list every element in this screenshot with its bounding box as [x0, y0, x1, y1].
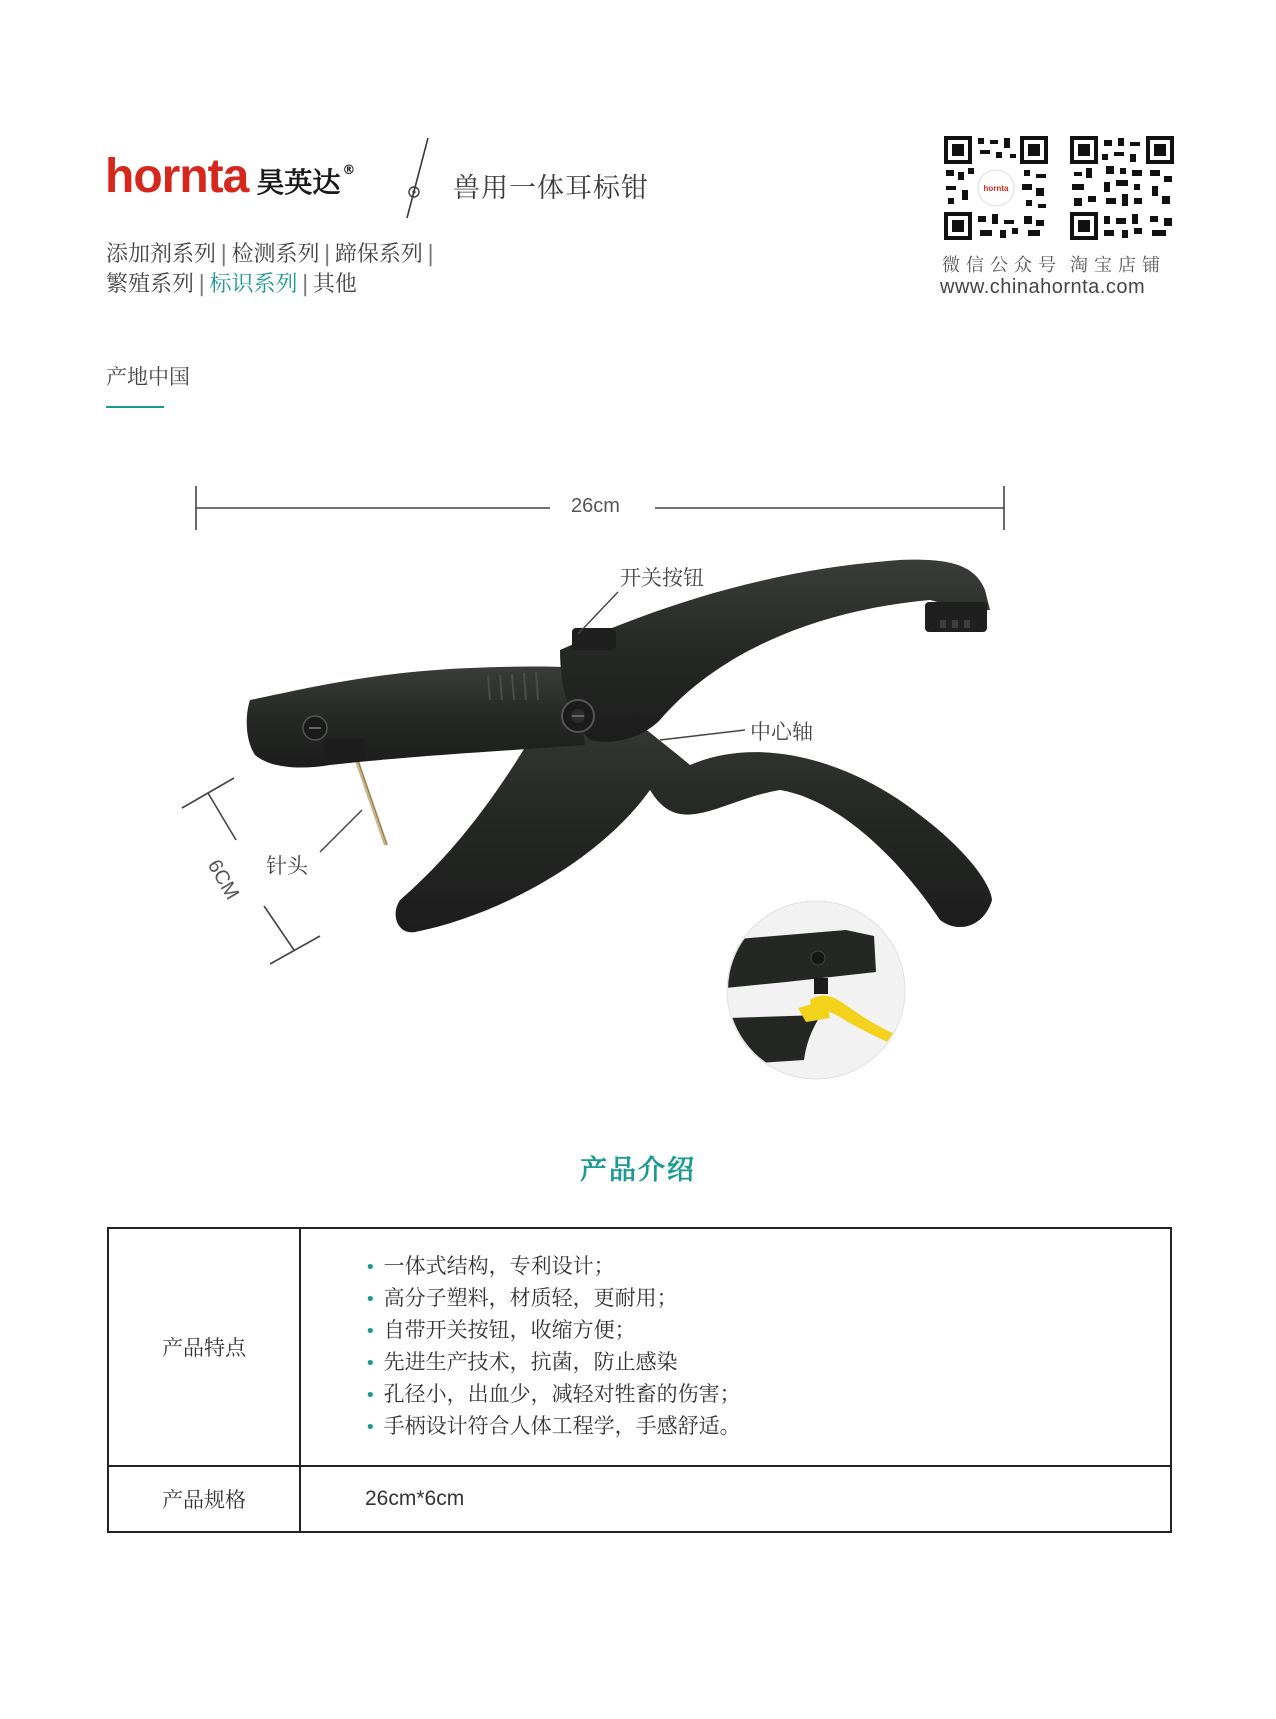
bullet-icon: •: [365, 1385, 376, 1406]
feature-item: • 一体式结构，专利设计；: [365, 1254, 615, 1278]
brand-latin: hornta: [105, 150, 249, 203]
bullet-icon: •: [365, 1353, 376, 1374]
category-separator: |: [426, 242, 435, 267]
feature-item: • 先进生产技术，抗菌，防止感染: [365, 1350, 678, 1374]
needle-callout: 针头: [266, 854, 308, 878]
feature-item: • 自带开关按钮，收缩方便；: [365, 1318, 636, 1342]
spec-label: 产品规格: [108, 1466, 300, 1532]
features-row: [108, 1228, 1171, 1466]
origin-label: 产地中国: [106, 365, 190, 389]
product-title: 兽用一体耳标钳: [453, 173, 649, 204]
category-separator: |: [198, 272, 206, 297]
center-axis-callout: 中心轴: [750, 720, 813, 744]
features-cell: [300, 1228, 1171, 1466]
category-separator: |: [301, 272, 309, 297]
spec-value: 26cm*6cm: [300, 1466, 1171, 1532]
category-separator: |: [323, 242, 331, 267]
bullet-icon: •: [365, 1289, 376, 1310]
category-other[interactable]: 其他: [312, 272, 357, 297]
svg-text:hornta: hornta: [983, 184, 1009, 193]
feature-item: • 手柄设计符合人体工程学，手感舒适。: [365, 1414, 741, 1438]
website-link[interactable]: www.chinahornta.com: [940, 276, 1146, 298]
spec-table: [107, 1227, 1172, 1533]
spec-row: [108, 1466, 1171, 1532]
section-title: 产品介绍: [580, 1155, 696, 1186]
category-separator: |: [220, 242, 228, 267]
category-testing[interactable]: 检测系列: [231, 242, 320, 267]
category-identification[interactable]: 标识系列: [209, 272, 298, 297]
wechat-label: 微信公众号: [942, 255, 1062, 276]
category-hoof-care[interactable]: 蹄保系列: [334, 242, 423, 267]
taobao-label: 淘宝店铺: [1070, 255, 1166, 276]
switch-button-callout: 开关按钮: [620, 566, 704, 590]
feature-item: • 高分子塑料，材质轻，更耐用；: [365, 1286, 678, 1310]
category-additive[interactable]: 添加剂系列: [106, 242, 217, 267]
features-label: 产品特点: [108, 1228, 300, 1466]
bullet-icon: •: [365, 1257, 376, 1278]
brand-chinese: 昊英达: [256, 166, 341, 199]
registered-mark: ®: [342, 163, 356, 178]
bullet-icon: •: [365, 1417, 376, 1438]
feature-item: • 孔径小，出血少，减轻对牲畜的伤害；: [365, 1382, 741, 1406]
category-breeding[interactable]: 繁殖系列: [106, 272, 195, 297]
bullet-icon: •: [365, 1321, 376, 1342]
width-dimension-label: 26cm: [571, 495, 620, 517]
height-dimension-label: 6CM: [202, 856, 244, 904]
detail-inset-circle: [726, 900, 906, 1080]
